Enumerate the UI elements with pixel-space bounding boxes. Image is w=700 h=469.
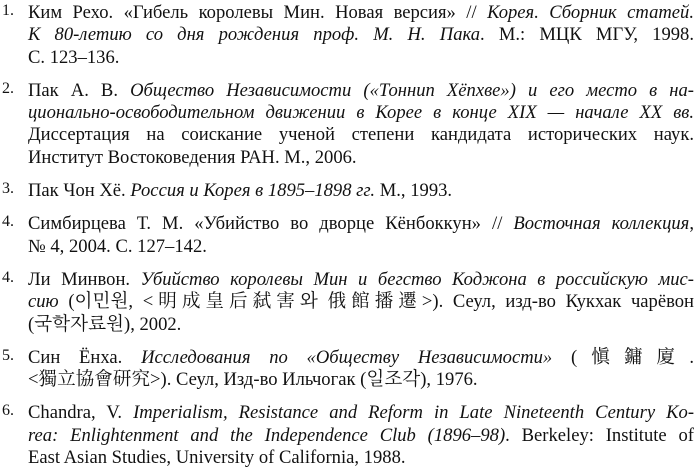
reference-line: rea: Enlightenment and the Independence Club (1896–98). Berkeley: Institute of — [28, 424, 694, 446]
reference-number: 3. — [2, 180, 14, 198]
reference-line: (국학자료원), 2002. — [28, 313, 182, 335]
reference-item — [2, 180, 694, 202]
reference-line: Chandra, V. Imperialism, Resistance and Reform in Late Nineteenth Century Ko- — [28, 402, 695, 424]
reference-line: Симбирцева Т. М. «Убийство во дворце Кёнбоккун» // Восточная коллекция, — [28, 213, 694, 235]
reference-number: 1. — [2, 2, 14, 19]
reference-item — [2, 80, 694, 169]
reference-item — [2, 2, 694, 69]
reference-line: Пак А. В. Общество Независимости («Тоннип Хёпхве») и его место в на- — [28, 79, 694, 101]
reference-number: 5. — [2, 346, 14, 364]
reference-item — [2, 347, 694, 392]
reference-number: 4. — [2, 268, 14, 286]
reference-line: Пак Чон Хё. Россия и Корея в 1895–1898 гг. М., 1993. — [28, 180, 453, 202]
reference-line: East Asian Studies, University of California, 1988. — [28, 447, 406, 469]
reference-line: сию (이민원, <明成皇后弑害와 俄館播遷>). Сеул, изд-во Кукхак чарёвон — [28, 291, 694, 313]
reference-line: Ли Минвон. Убийство королевы Мин и бегство Коджона в российскую мис- — [28, 268, 694, 290]
reference-line: Син Ёнха. Исследования по «Обществу Независимости» (愼鏞廈. — [28, 346, 694, 368]
reference-line: № 4, 2004. С. 127–142. — [28, 235, 207, 257]
reference-line: Диссертация на соискание ученой степени кандидата исторических наук. — [28, 124, 694, 146]
reference-item — [2, 213, 694, 258]
reference-line: Ким Рехо. «Гибель королевы Мин. Новая версия» // Корея. Сборник статей. — [28, 2, 694, 23]
reference-number: 6. — [2, 402, 14, 420]
reference-number: 4. — [2, 213, 14, 231]
reference-line: <獨立協會研究>). Сеул, Изд-во Ильчогак (일조각), 1976. — [28, 369, 478, 391]
reference-number: 2. — [2, 79, 14, 97]
reference-item — [2, 402, 694, 469]
reference-line: С. 123–136. — [28, 46, 120, 68]
reference-line: Институт Востоковедения РАН. М., 2006. — [28, 146, 357, 168]
reference-line: К 80-летию со дня рождения проф. М. Н. Пака. М.: МЦК МГУ, 1998. — [28, 24, 695, 46]
reference-list — [2, 2, 694, 469]
reference-line: ционально-освободительном движении в Корее в конце XIX — начале XX вв. — [28, 102, 694, 124]
reference-item — [2, 269, 694, 336]
